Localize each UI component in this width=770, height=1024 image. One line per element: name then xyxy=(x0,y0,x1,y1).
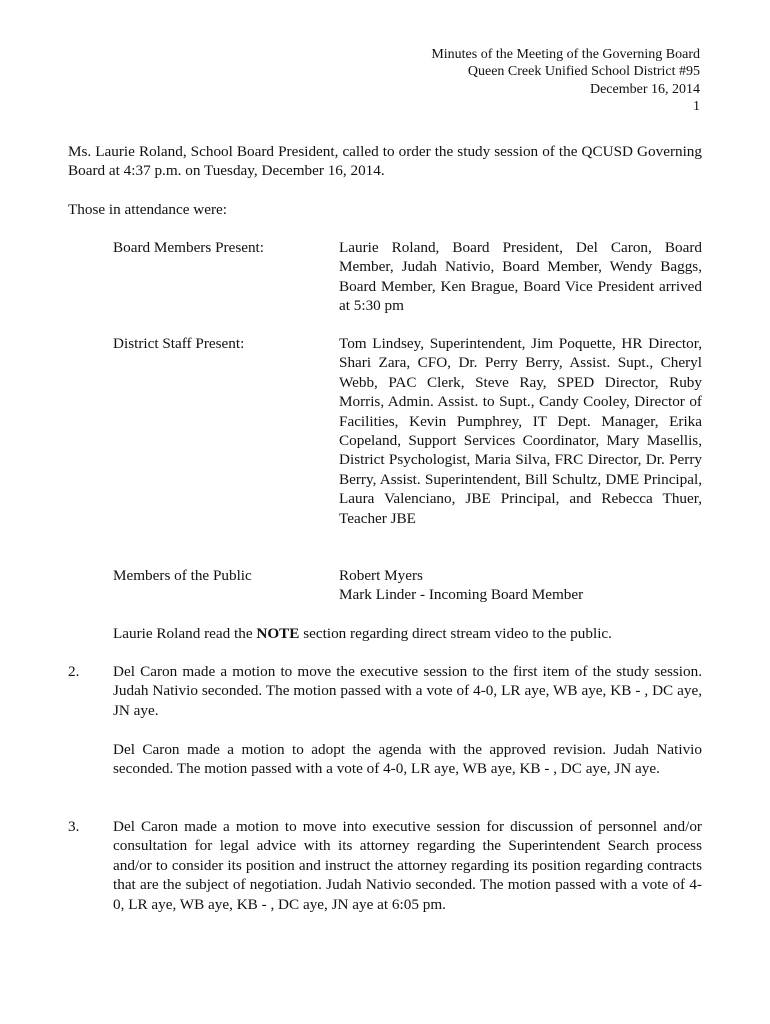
public-member-2: Mark Linder - Incoming Board Member xyxy=(339,586,584,603)
document-header xyxy=(431,46,700,116)
item-number: 2. xyxy=(68,663,80,680)
board-members-label: Board Members Present: xyxy=(113,239,264,256)
header-date: December 16, 2014 xyxy=(589,81,700,97)
board-members-list: Laurie Roland, Board President, Del Caron, Board Member, Judah Nativio, Board Member, Wendy Baggs, Board Member, Ken Brague, Board Vice President arrived at 5:30 pm xyxy=(339,239,702,315)
district-staff-list: Tom Lindsey, Superintendent, Jim Poquette, HR Director, Shari Zara, CFO, Dr. Perry Berry, Assist. Supt., Cheryl Webb, PAC Clerk, Steve Ray, SPED Director, Ruby Morris, Admin. Assist. to Supt., Candy Cooley, Director of Facilities, Kevin Pumphrey, IT Dept. Manager, Erika Copeland, Support Services Coordinator, Mary Masellis, District Psychologist, Maria Silva, FRC Director, Dr. Perry Berry, Assist. Superintendent, Bill Schultz, DME Principal, Laura Valenciano, JBE Principal, and Rebecca Thuer, Teacher JBE xyxy=(339,335,702,527)
item-number: 3. xyxy=(68,818,80,835)
intro-paragraph: Ms. Laurie Roland, School Board President, called to order the study session of the QCUSD Governing Board at 4:37 p.m. on Tuesday, December 16, 2014. xyxy=(68,143,702,180)
attendance-intro: Those in attendance were: xyxy=(68,201,227,218)
item-3-paragraph: Del Caron made a motion to move into executive session for discussion of personnel and/or consultation for legal advice with its attorney regarding the Superintendent Search process and/or to consider its position and instruct the attorney regarding its position regarding contracts that are the subject of negotiation. Judah Nativio seconded. The motion passed with a vote of 4-0, LR aye, WB aye, KB - , DC aye, JN aye at 6:05 pm. xyxy=(113,818,702,913)
note-text-after: section regarding direct stream video to the public. xyxy=(299,625,612,642)
item-2-paragraph-1: Del Caron made a motion to move the executive session to the first item of the study session. Judah Nativio seconded. The motion passed with a vote of 4-0, LR aye, WB aye, KB - , DC aye, JN aye. xyxy=(113,663,702,719)
note-paragraph xyxy=(113,624,702,643)
note-text-before: Laurie Roland read the xyxy=(113,625,257,642)
header-title: Minutes of the Meeting of the Governing Board xyxy=(431,47,700,62)
note-keyword: NOTE xyxy=(256,625,300,642)
district-staff-label: District Staff Present: xyxy=(113,335,245,352)
page-number: 1 xyxy=(693,99,700,115)
header-district: Queen Creek Unified School District #95 xyxy=(467,64,700,80)
item-2-paragraph-2: Del Caron made a motion to adopt the agenda with the approved revision. Judah Nativio seconded. The motion passed with a vote of 4-0, LR aye, WB aye, KB - , DC aye, JN aye. xyxy=(113,741,702,778)
public-member-1: Robert Myers xyxy=(339,567,423,584)
public-members-label: Members of the Public xyxy=(113,567,252,584)
